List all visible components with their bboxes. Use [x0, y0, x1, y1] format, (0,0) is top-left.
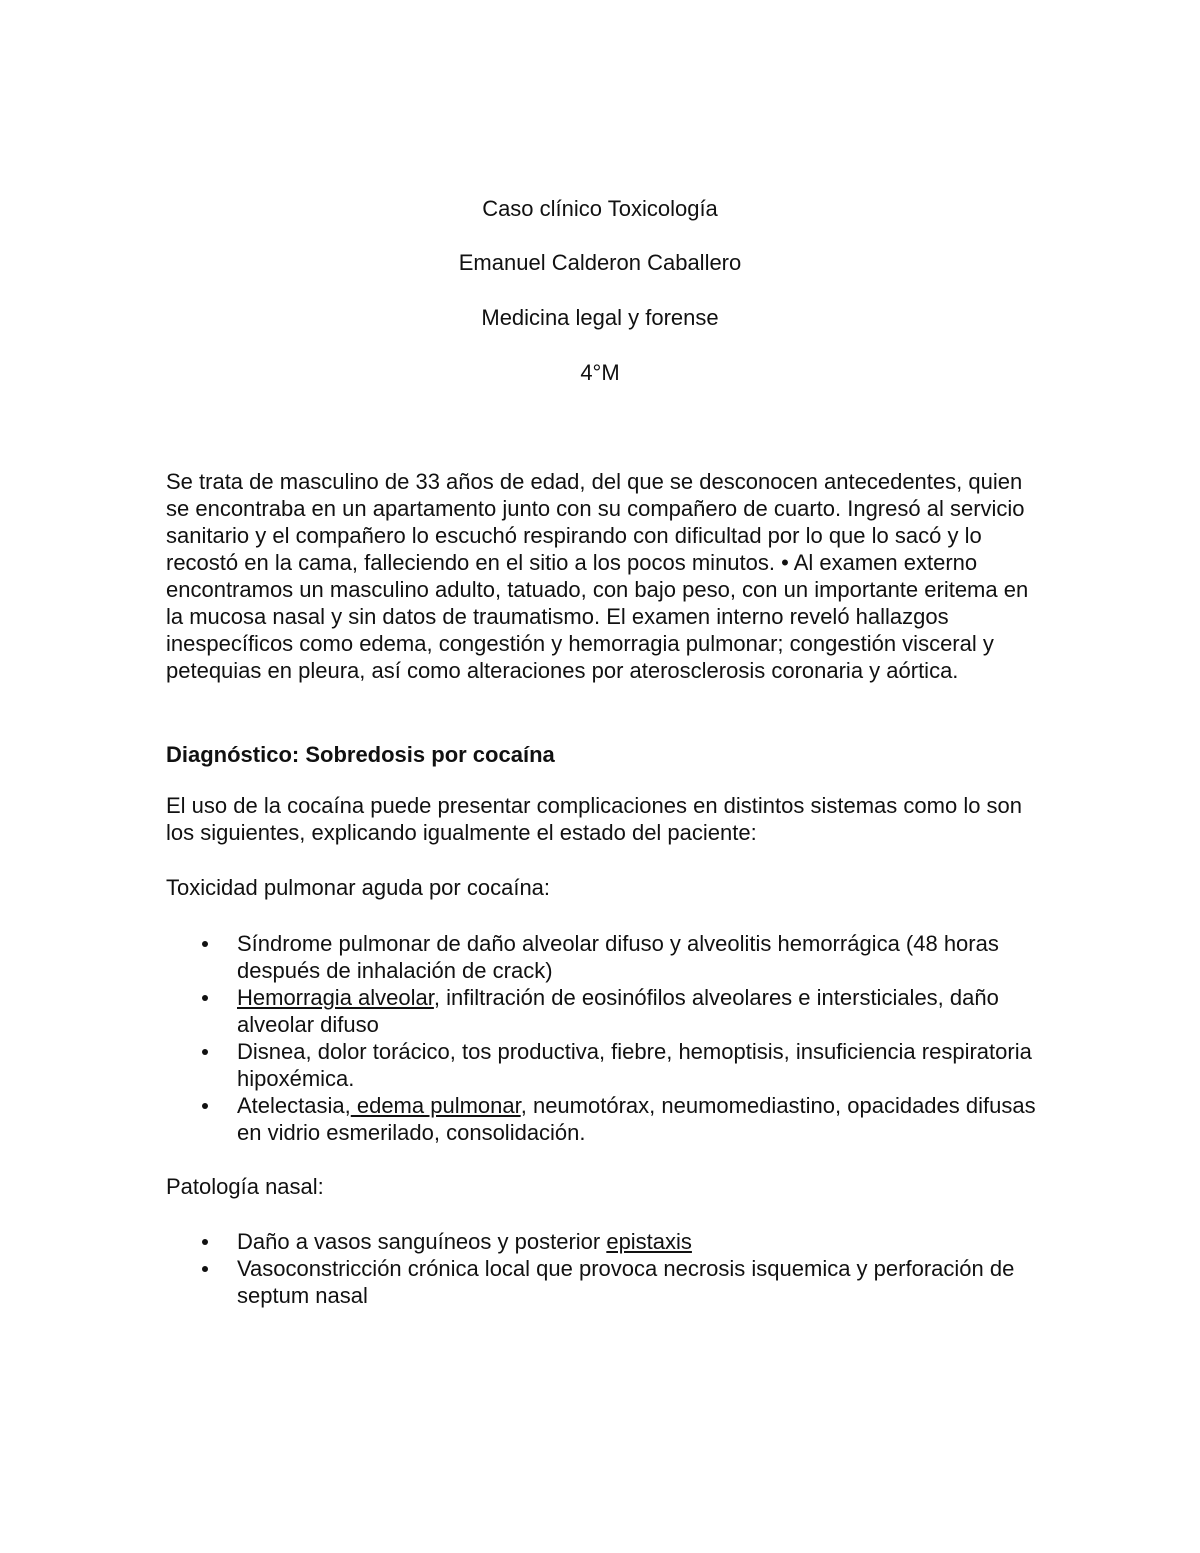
grade-level: 4°M [580, 360, 620, 385]
list-item [166, 1255, 1046, 1309]
author-name: Emanuel Calderon Caballero [458, 250, 742, 275]
bullet-icon [202, 995, 208, 1001]
underlined-term: edema pulmonar [350, 1093, 521, 1118]
list-item-text: Síndrome pulmonar de daño alveolar difuso y alveolitis hemorrágica (48 horas después de inhalación de crack) [237, 931, 999, 983]
list-item [166, 1038, 1046, 1092]
list-item-text: Disnea, dolor torácico, tos productiva, fiebre, hemoptisis, insuficiencia respiratoria hipoxémica. [237, 1039, 1032, 1091]
bullet-icon [202, 1049, 208, 1055]
bullet-icon [202, 941, 208, 947]
course-subject: Medicina legal y forense [481, 305, 719, 330]
list-item [166, 1228, 1046, 1255]
list-item-text: Daño a vasos sanguíneos y posterior [237, 1229, 607, 1254]
list-item-text: , neumotórax, neumomediastino, opacidades difusas en vidrio esmerilado, consolidación. [237, 1093, 1036, 1145]
document-title: Caso clínico Toxicología [482, 196, 718, 221]
diagnosis-heading: Diagnóstico: Sobredosis por cocaína [166, 742, 555, 767]
nasal-section-label: Patología nasal: [166, 1174, 324, 1199]
intro-paragraph: El uso de la cocaína puede presentar complicaciones en distintos sistemas como lo son los siguientes, explicando igualmente el estado del paciente: [166, 793, 1023, 845]
pulmonary-section-label: Toxicidad pulmonar aguda por cocaína: [166, 875, 551, 900]
bullet-icon [202, 1103, 208, 1109]
underlined-term: epistaxis [606, 1229, 692, 1254]
case-paragraph: Se trata de masculino de 33 años de edad, del que se desconocen antecedentes, quien se encontraba en un apartamento junto con su compañero de cuarto. Ingresó al servicio sanitario y el compañero lo escuchó respirando con dificultad por lo que lo sacó y lo recostó en la cama, falleciendo en el sitio a los pocos minutos. • Al examen externo encontramos un masculino adulto, tatuado, con bajo peso, con un importante eritema en la mucosa nasal y sin datos de traumatismo. El examen interno reveló hallazgos inespecíficos como edema, congestión y hemorragia pulmonar; congestión visceral y petequias en pleura, así como alteraciones por aterosclerosis coronaria y aórtica. [166, 469, 1029, 683]
underlined-term: Hemorragia alveolar [237, 985, 434, 1010]
nasal-list [166, 1228, 1046, 1309]
list-item-text: Vasoconstricción crónica local que provoca necrosis isquemica y perforación de septum nasal [237, 1256, 1015, 1308]
pulmonary-list [166, 930, 1046, 1146]
list-item [166, 1092, 1046, 1146]
bullet-icon [202, 1266, 208, 1272]
list-item [166, 930, 1046, 984]
bullet-icon [202, 1239, 208, 1245]
list-item [166, 984, 1046, 1038]
list-item-text: Atelectasia, [237, 1093, 351, 1118]
list-item-text: , infiltración de eosinófilos alveolares e intersticiales, daño alveolar difuso [237, 985, 999, 1037]
